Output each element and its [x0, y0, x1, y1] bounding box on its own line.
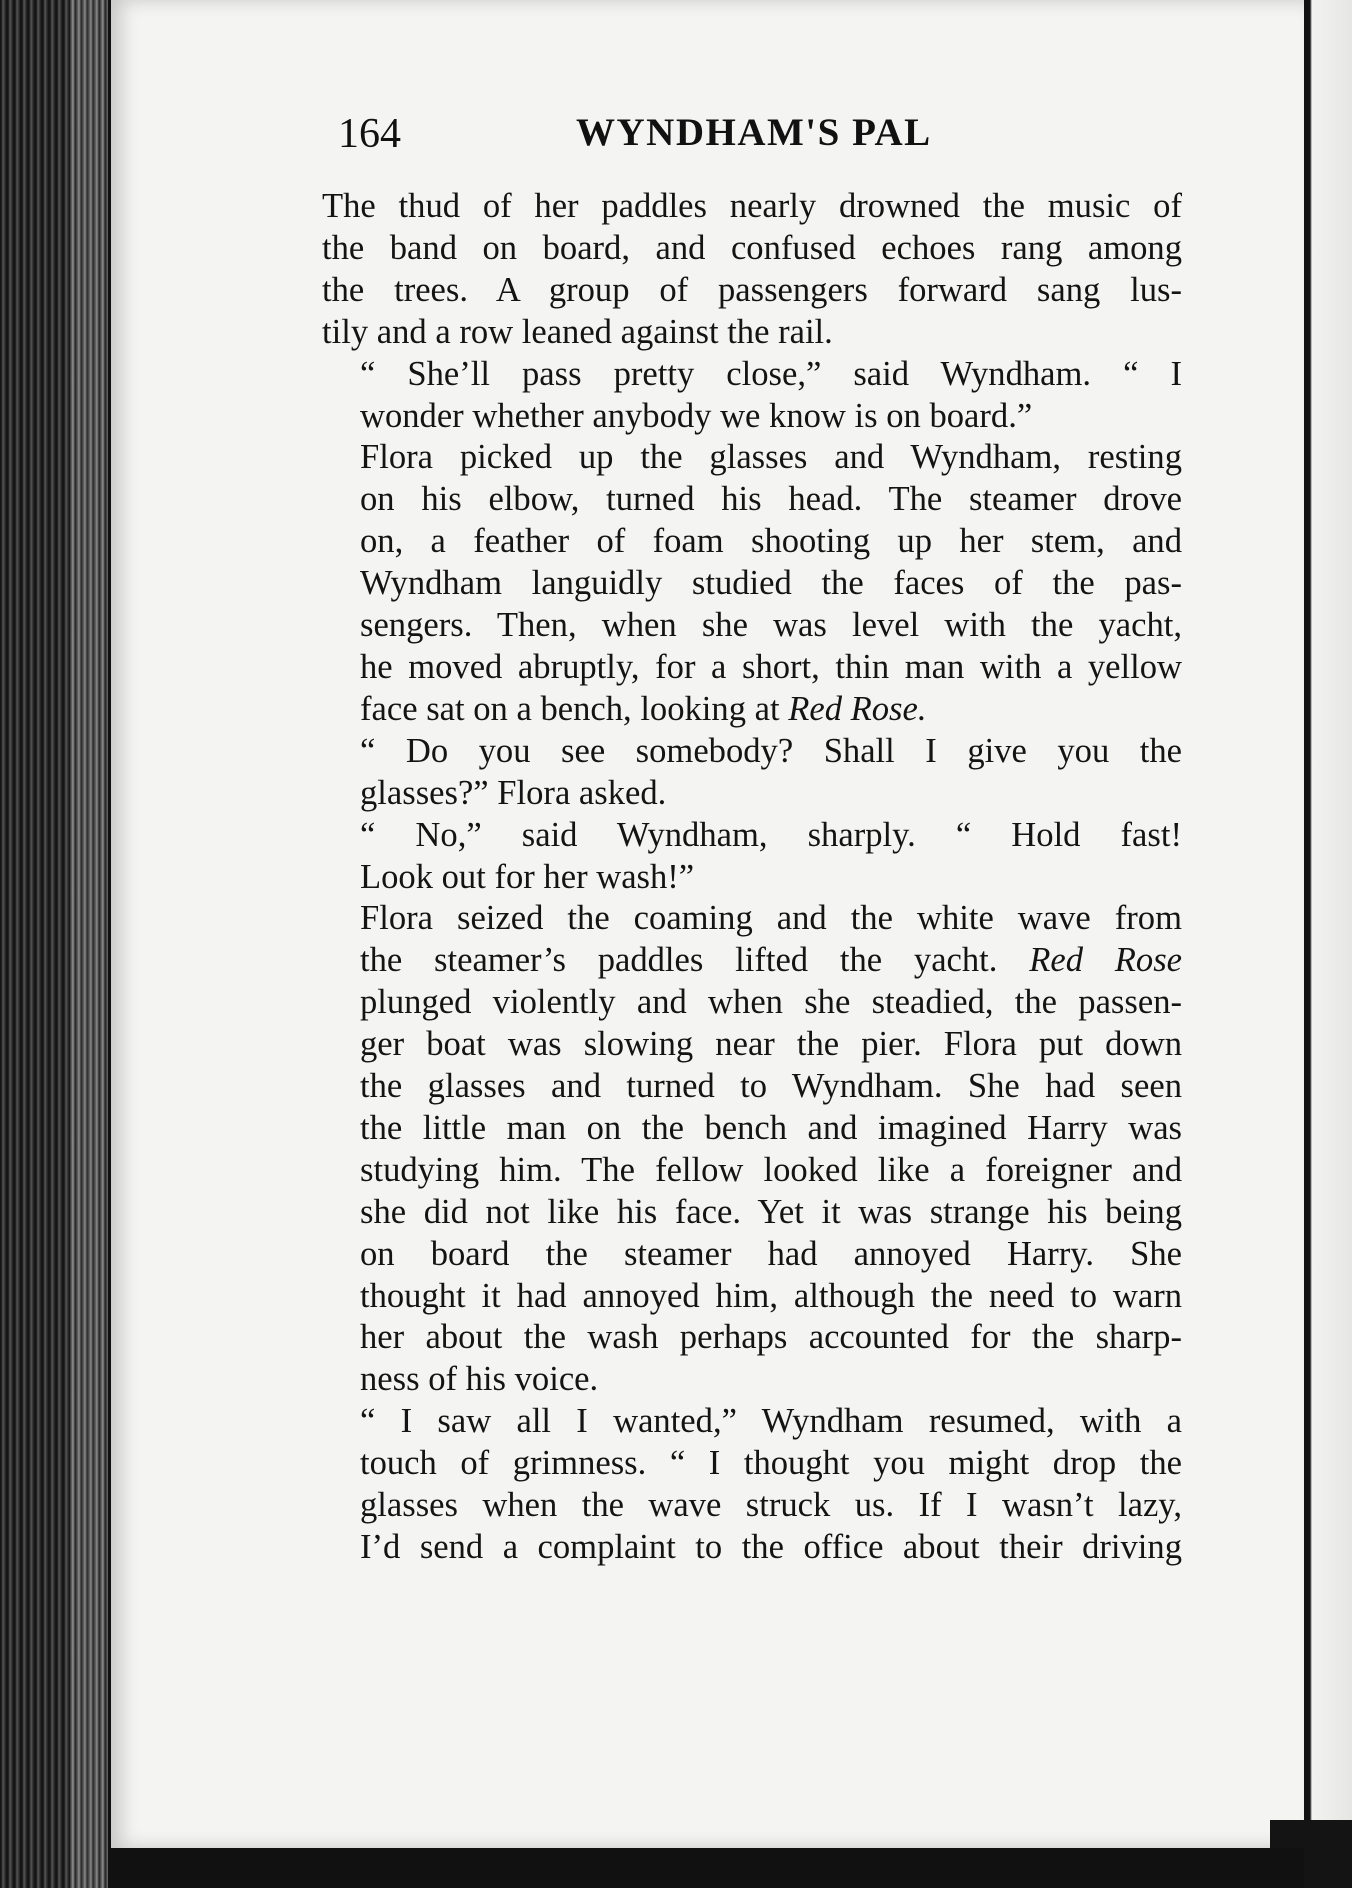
paragraph	[322, 898, 1182, 1401]
text-line: glasses?” Flora asked.	[360, 773, 667, 812]
text-fragment: the steamer’s paddles lifted the yacht.	[360, 941, 1030, 980]
text-line: the glasses and turned to Wyndham. She had seen	[360, 1067, 1182, 1106]
text-line: sengers. Then, when she was level with the yacht,	[360, 606, 1182, 645]
text-line: her about the wash perhaps accounted for the sharp-	[360, 1318, 1182, 1357]
text-line: he moved abruptly, for a short, thin man with a yellow	[360, 647, 1182, 686]
paragraph	[322, 437, 1182, 730]
text-line: touch of grimness. “ I thought you might drop the	[360, 1444, 1182, 1483]
text-line: “ No,” said Wyndham, sharply. “ Hold fast!	[360, 815, 1182, 854]
italic-boat-name: Red Rose	[1029, 941, 1182, 980]
text-line: glasses when the wave struck us. If I wasn’t lazy,	[360, 1486, 1182, 1525]
text-line: on board the steamer had annoyed Harry. She	[360, 1234, 1182, 1273]
text-line: Look out for her wash!”	[360, 857, 695, 896]
text-line: “ I saw all I wanted,” Wyndham resumed, with a	[360, 1402, 1182, 1441]
text-line: “ She’ll pass pretty close,” said Wyndham. “ I	[360, 354, 1182, 393]
text-line	[322, 940, 1182, 982]
paragraph	[322, 186, 1182, 354]
text-line: wonder whether anybody we know is on board.”	[360, 396, 1033, 435]
text-line: The thud of her paddles nearly drowned the music of	[322, 187, 1182, 225]
text-line: I’d send a complaint to the office about their driving	[360, 1528, 1182, 1566]
page-number: 164	[338, 111, 401, 157]
text-fragment: face sat on a bench, looking at	[360, 689, 789, 728]
text-line: tily and a row leaned against the rail.	[322, 312, 833, 351]
body-text	[322, 186, 1182, 1569]
text-line: ness of his voice.	[360, 1360, 599, 1399]
paragraph	[322, 354, 1182, 438]
text-line: on, a feather of foam shooting up her stem, and	[360, 522, 1182, 561]
text-line: Wyndham languidly studied the faces of the pas-	[360, 564, 1182, 603]
text-line: “ Do you see somebody? Shall I give you the	[360, 731, 1182, 770]
text-line: the little man on the bench and imagined Harry was	[360, 1108, 1182, 1147]
italic-boat-name: Red Rose.	[788, 689, 927, 728]
text-line: on his elbow, turned his head. The steamer drove	[360, 480, 1182, 519]
text-line: Flora picked up the glasses and Wyndham, resting	[360, 438, 1182, 477]
text-line: thought it had annoyed him, although the need to warn	[360, 1276, 1182, 1315]
facing-page-edge	[1304, 0, 1352, 1888]
text-line: ger boat was slowing near the pier. Flora put down	[360, 1025, 1182, 1064]
text-line	[322, 689, 1182, 731]
paragraph	[322, 731, 1182, 815]
text-line: Flora seized the coaming and the white wave from	[360, 899, 1182, 938]
paragraph	[322, 1401, 1182, 1569]
text-line: she did not like his face. Yet it was strange his being	[360, 1192, 1182, 1231]
text-line: the trees. A group of passengers forward sang lus-	[322, 270, 1182, 309]
scan-bottom-border	[108, 1848, 1304, 1888]
text-line: plunged violently and when she steadied, the passen-	[360, 983, 1182, 1022]
text-line: the band on board, and confused echoes rang among	[322, 228, 1182, 267]
paragraph	[322, 815, 1182, 899]
text-line: studying him. The fellow looked like a foreigner and	[360, 1150, 1182, 1189]
running-title: WYNDHAM'S PAL	[576, 111, 932, 154]
running-header	[338, 110, 948, 170]
